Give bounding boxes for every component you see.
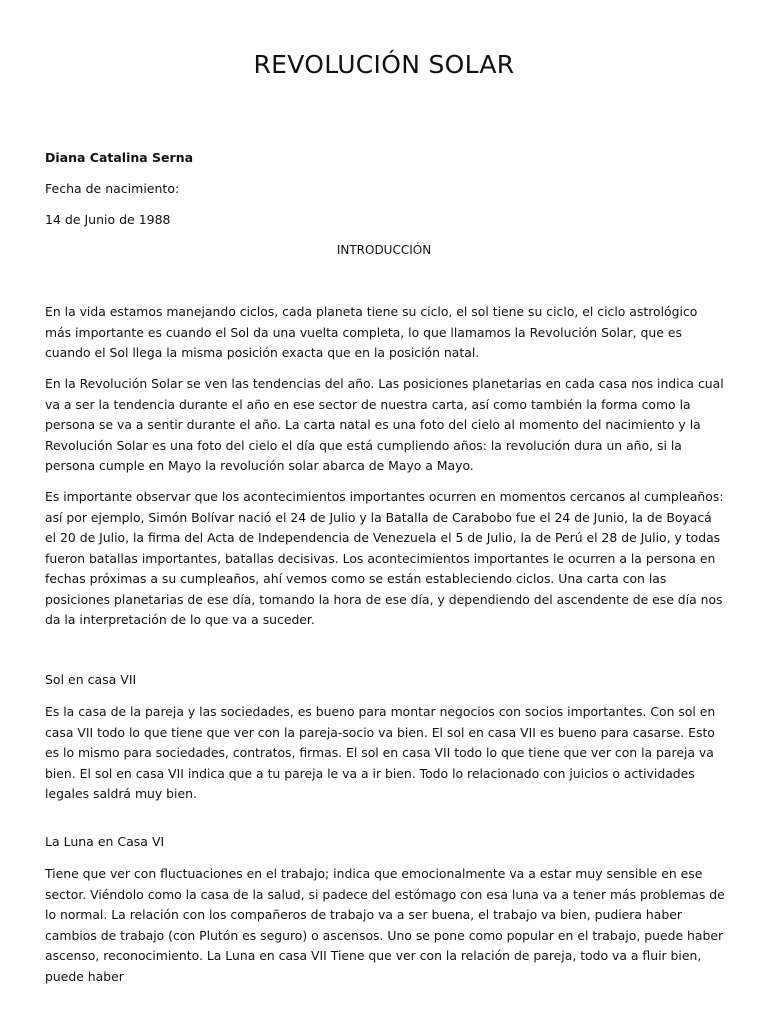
birth-label: Fecha de nacimiento: <box>45 181 180 196</box>
birth-date: 14 de Junio de 1988 <box>45 212 171 227</box>
section-heading-luna: La Luna en Casa VI <box>45 834 165 849</box>
section-heading-sol: Sol en casa VII <box>45 672 137 687</box>
person-name: Diana Catalina Serna <box>45 150 194 165</box>
page-title: REVOLUCIÓN SOLAR <box>253 50 515 79</box>
intro-paragraph-1: En la vida estamos manejando ciclos, cada planeta tiene su ciclo, el sol tiene su ciclo, el ciclo astrológico más importante es cuando el Sol da una vuelta completa, lo que llamamos la Revolución Solar, que es cuando el Sol llega la misma posición exacta que en la posición natal. <box>45 304 698 360</box>
intro-paragraph-2: En la Revolución Solar se ven las tendencias del año. Las posiciones planetarias en cada casa nos indica cual va a ser la tendencia durante el año en ese sector de nuestra carta, así como también la forma como la persona se va a sentir durante el año. La carta natal es una foto del cielo al momento del nacimiento y la Revolución Solar es una foto del cielo el día que está cumpliendo años: la revolución dura un año, si la persona cumple en Mayo la revolución solar abarca de Mayo a Mayo. <box>45 376 724 473</box>
section-text-luna: Tiene que ver con fluctuaciones en el trabajo; indica que emocionalmente va a estar muy sensible en ese sector. Viéndolo como la casa de la salud, si padece del estómago con esa luna va a tener más problemas de lo normal. La relación con los compañeros de trabajo va a ser buena, el trabajo va bien, pudiera haber cambios de trabajo (con Plutón es seguro) o ascensos. Uno se pone como popular en el trabajo, puede haber ascenso, reconocimiento. La Luna en casa VII Tiene que ver con la relación de pareja, todo va a fluir bien, puede haber <box>45 866 725 984</box>
intro-heading: INTRODUCCIÓN <box>336 243 432 257</box>
intro-paragraph-3: Es importante observar que los acontecimientos importantes ocurren en momentos cercanos al cumpleaños: así por ejemplo, Simón Bolívar nació el 24 de Julio y la Batalla de Carabobo fue el 24 de Junio, la de Boyacá el 20 de Julio, la firma del Acta de Independencia de Venezuela el 5 de Julio, la de Perú el 28 de Julio, y todas fueron batallas importantes, batallas decisivas. Los acontecimientos importantes le ocurren a la persona en fechas próximas a su cumpleaños, ahí vemos como se están estableciendo ciclos. Una carta con las posiciones planetarias de ese día, tomando la hora de ese día, y dependiendo del ascendente de ese día nos da la interpretación de lo que va a suceder. <box>45 489 724 627</box>
section-text-sol: Es la casa de la pareja y las sociedades, es bueno para montar negocios con socios importantes. Con sol en casa VII todo lo que tiene que ver con la pareja-socio va bien. El sol en casa VII es bueno para casarse. Esto es lo mismo para sociedades, contratos, firmas. El sol en casa VII todo lo que tiene que ver con la pareja va bien. El sol en casa VII indica que a tu pareja le va a ir bien. Todo lo relacionado con juicios o actividades legales saldrá muy bien. <box>45 704 716 801</box>
